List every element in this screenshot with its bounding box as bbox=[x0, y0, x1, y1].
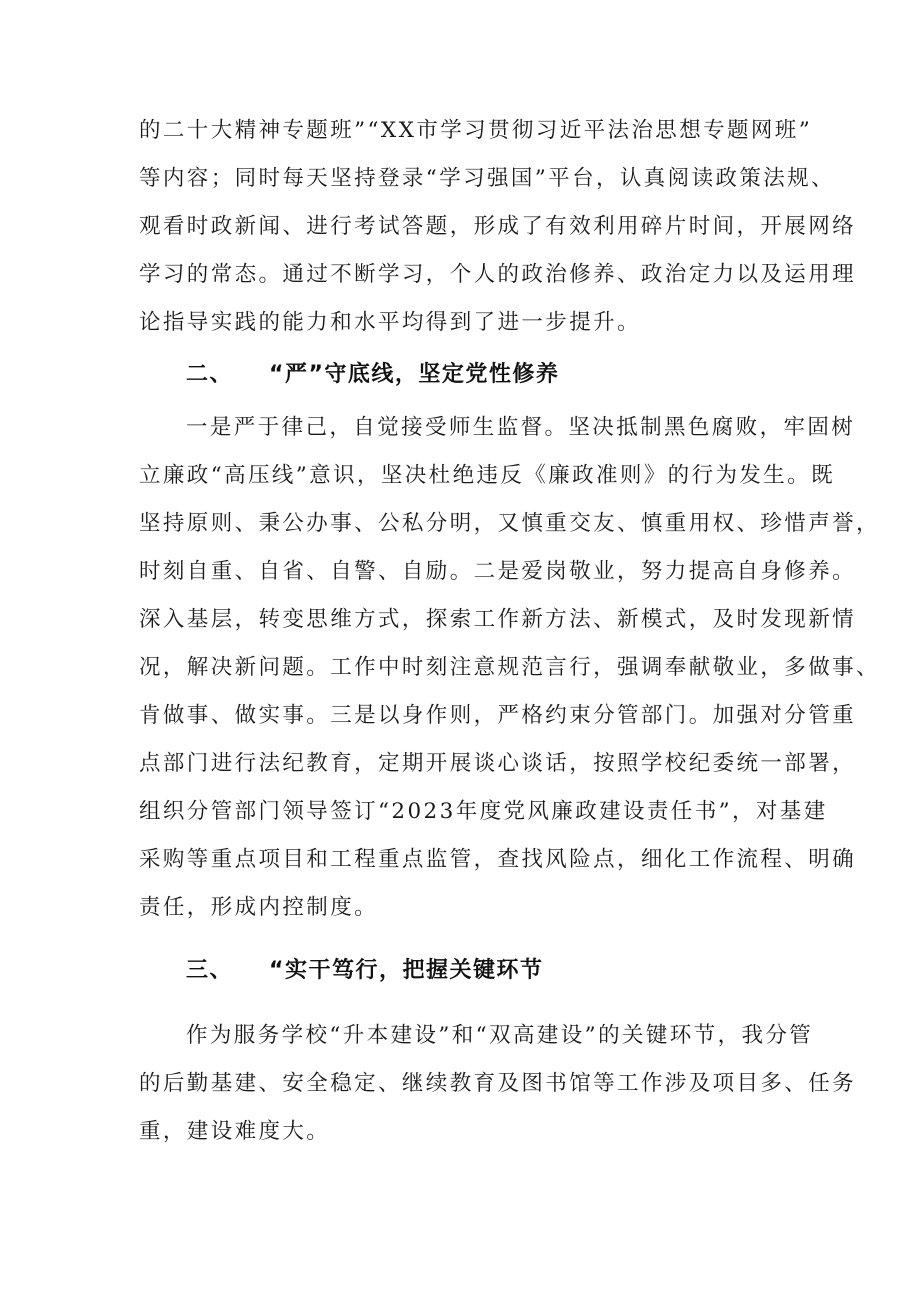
section-3-title: “实干笃行，把握关键环节 bbox=[269, 958, 544, 983]
paragraph-2-line-2: 立廉政“高压线”意识，坚决杜绝违反《廉政准则》的行为发生。既 bbox=[139, 463, 835, 488]
section-2-heading bbox=[186, 360, 559, 390]
paragraph-1-line-5: 论指导实践的能力和水平均得到了进一步提升。 bbox=[139, 310, 641, 335]
paragraph-1-line-2: 等内容；同时每天坚持登录“学习强国”平台，认真阅读政策法规、 bbox=[139, 166, 835, 191]
paragraph-2-line-10: 采购等重点项目和工程重点监管，查找风险点，细化工作流程、明确 bbox=[139, 847, 857, 872]
paragraph-1-line-1: 的二十大精神专题班”“XX市学习贯彻习近平法治思想专题网班” bbox=[139, 118, 813, 143]
paragraph-2-line-8: 点部门进行法纪教育，定期开展谈心谈话，按照学校纪委统一部署， bbox=[139, 751, 857, 776]
paragraph-2-line-3: 坚持原则、秉公办事、公私分明，又慎重交友、慎重用权、珍惜声誉， bbox=[139, 511, 880, 536]
paragraph-1-line-4: 学习的常态。通过不断学习，个人的政治修养、政治定力以及运用理 bbox=[139, 262, 857, 287]
paragraph-3-line-1: 作为服务学校“升本建设”和“双高建设”的关键环节，我分管 bbox=[186, 1023, 814, 1048]
paragraph-2-line-6: 况，解决新问题。工作中时刻注意规范言行，强调奉献敬业，多做事、 bbox=[139, 655, 880, 680]
paragraph-1-line-3: 观看时政新闻、进行考试答题，形成了有效利用碎片时间，开展网络 bbox=[139, 214, 857, 239]
section-2-number: 二、 bbox=[186, 362, 234, 387]
paragraph-2-line-11: 责任，形成内控制度。 bbox=[139, 895, 379, 920]
paragraph-3-line-3: 重，建设难度大。 bbox=[139, 1119, 331, 1144]
paragraph-3-line-2: 的后勤基建、安全稳定、继续教育及图书馆等工作涉及项目多、任务 bbox=[139, 1071, 857, 1096]
section-3-heading bbox=[186, 956, 543, 986]
paragraph-2-line-5: 深入基层，转变思维方式，探索工作新方法、新模式，及时发现新情 bbox=[139, 607, 857, 632]
section-3-number: 三、 bbox=[186, 958, 234, 983]
paragraph-2-line-4: 时刻自重、自省、自警、自励。二是爱岗敬业，努力提高自身修养。 bbox=[139, 559, 857, 584]
paragraph-2-line-1: 一是严于律己，自觉接受师生监督。坚决抵制黑色腐败，牢固树 bbox=[186, 415, 856, 440]
paragraph-2-line-9: 组织分管部门领导签订“2023年度党风廉政建设责任书”，对基建 bbox=[139, 799, 828, 824]
section-2-title: “严”守底线，坚定党性修养 bbox=[269, 362, 560, 387]
paragraph-2-line-7: 肯做事、做实事。三是以身作则，严格约束分管部门。加强对分管重 bbox=[139, 703, 857, 728]
